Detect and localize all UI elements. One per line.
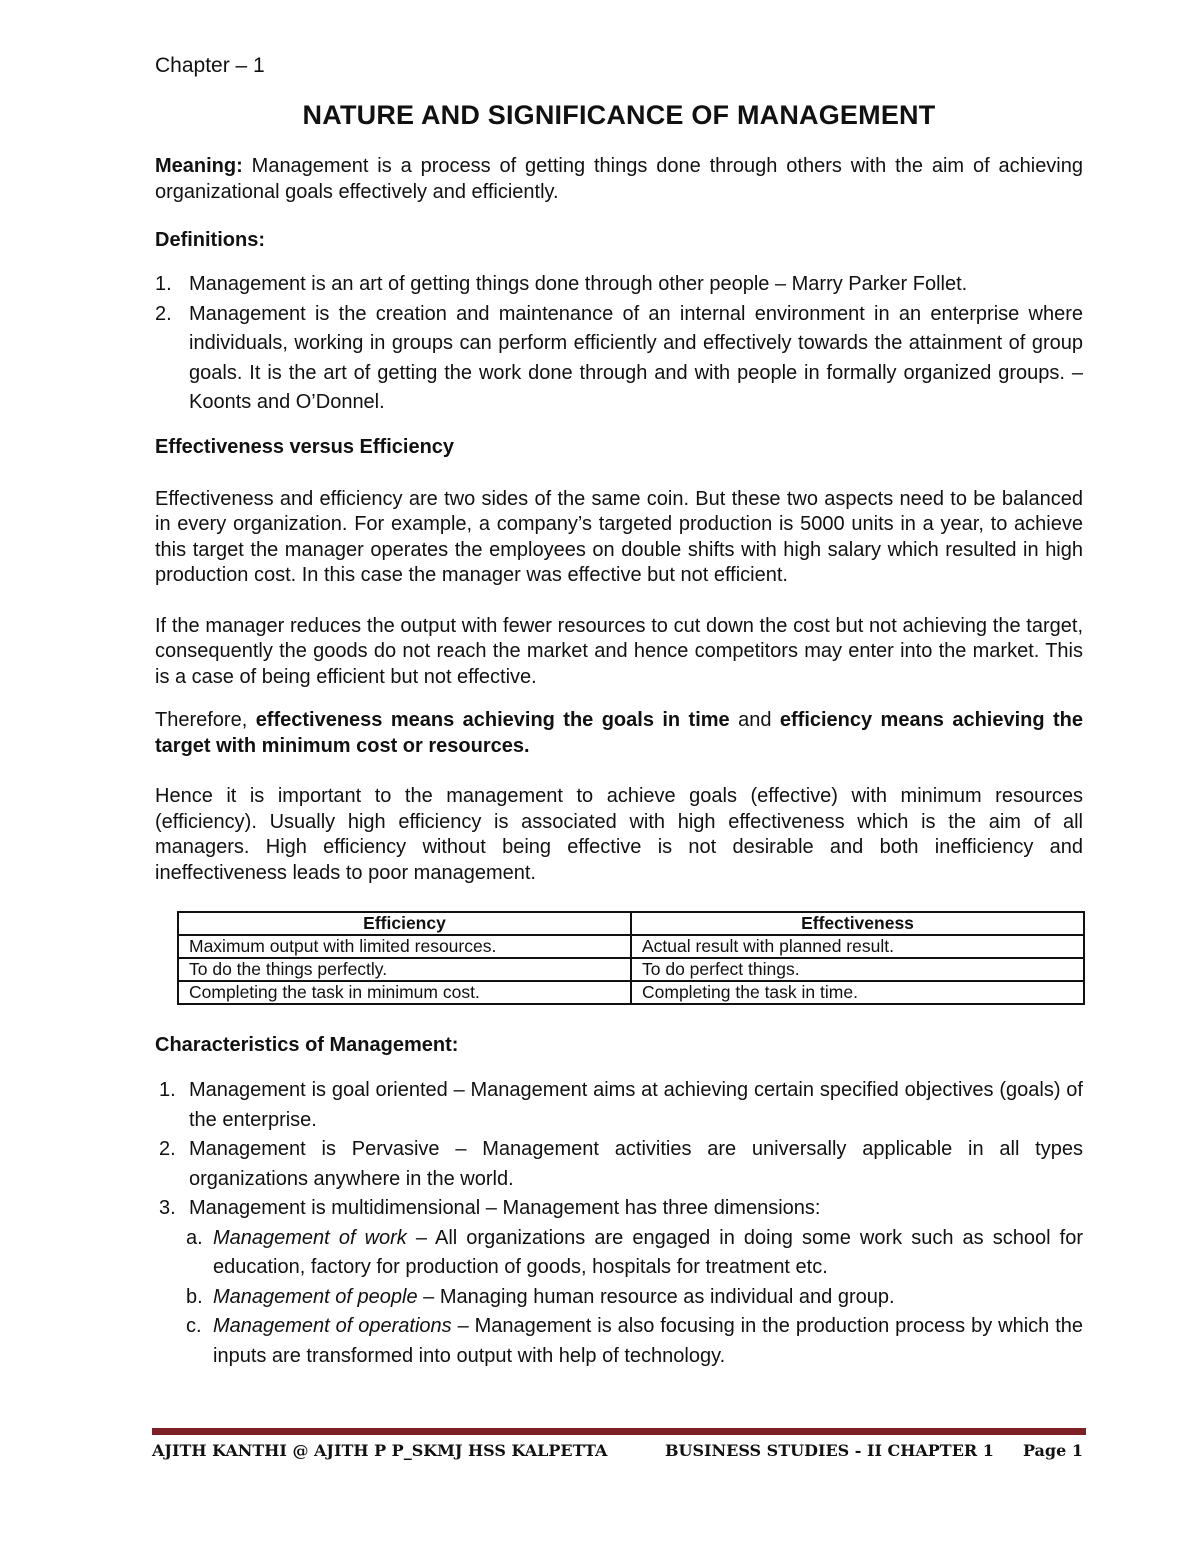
list-number: 2. [155,302,172,325]
table-header-cell: Effectiveness [631,912,1084,935]
para3-text-c: and [729,709,780,731]
footer-author: AJITH KANTHI @ AJITH P P_SKMJ HSS KALPETTA [152,1441,608,1460]
para3-bold-b: effectiveness means achieving the goals in time [255,709,730,731]
list-text: Management is an art of getting things done through other people – Marry Parker Follet. [189,273,968,295]
effectiveness-heading: Effectiveness versus Efficiency [155,435,455,458]
dimensions-list [186,1224,1083,1372]
meaning-label: Meaning: [155,155,243,177]
chapter-label: Chapter – 1 [155,54,265,77]
definitions-heading: Definitions: [155,229,265,251]
effectiveness-paragraph-1: Effectiveness and efficiency are two sides of the same coin. But these two aspects need to be balanced in every organization. For example, a company’s targeted production is 5000 units in a year, to achieve this target the manager operates the employees on double shifts with high salary which resulted in high production cost. In this case the manager was effective but not efficient. [155,487,1083,586]
list-term: Management of operations [213,1315,452,1337]
characteristics-heading: Characteristics of Management: [155,1034,459,1056]
list-text: Management is the creation and maintenance of an internal environment in an enterprise where individuals, working in groups can perform efficiently and effectively towards the attainment of group goals. It is the art of getting the work done through and with people in formally organized groups. – Koonts and O’Donnel. [189,302,1083,413]
list-number: 2. [159,1138,176,1160]
table-cell: Completing the task in minimum cost. [178,981,631,1004]
list-text: – Management is also focusing in the production process by which the inputs are transformed into output with help of technology. [213,1315,1083,1367]
list-letter: b. [186,1285,203,1308]
list-text: Management is multidimensional – Management has three dimensions: [189,1197,821,1219]
effectiveness-paragraph-2: If the manager reduces the output with fewer resources to cut down the cost but not achieving the target, consequently the goods do not reach the market and hence competitors may enter into the market. This is a case of being efficient but not effective. [155,614,1083,688]
list-item [155,1135,1083,1194]
page-title: NATURE AND SIGNIFICANCE OF MANAGEMENT [302,100,936,130]
list-item [186,1312,1083,1371]
list-item [155,1076,1083,1135]
list-text: – All organizations are engaged in doing some work such as school for education, factory for production of goods, hospitals for treatment etc. [213,1226,1083,1278]
list-term: Management of people [213,1285,418,1308]
table-cell: Actual result with planned result. [631,935,1084,958]
document-page [155,52,1083,1371]
list-item [155,300,1083,418]
meaning-paragraph [155,154,1083,205]
table-cell: Completing the task in time. [631,981,1084,1004]
list-item [155,270,1083,300]
footer-subject: BUSINESS STUDIES - II CHAPTER 1 [665,1441,994,1460]
table-row [178,958,1084,981]
list-number: 1. [159,1079,176,1101]
table-header-cell: Efficiency [178,912,631,935]
table-header-row [178,912,1084,935]
footer-page-number: Page 1 [1022,1441,1083,1460]
effectiveness-paragraph-3 [155,708,1083,759]
table-cell: To do the things perfectly. [178,958,631,981]
list-item [155,1194,1083,1224]
definitions-list [155,270,1083,418]
table-cell: Maximum output with limited resources. [178,935,631,958]
meaning-text: Management is a process of getting things done through others with the aim of achieving organizational goals effectively and efficiently. [155,155,1083,203]
list-text: Management is Pervasive – Management activities are universally applicable in all types organizations anywhere in the world. [189,1138,1083,1190]
table-cell: To do perfect things. [631,958,1084,981]
list-term: Management of work [213,1226,407,1249]
footer-divider [152,1428,1086,1435]
list-item [186,1283,1083,1313]
table-row [178,935,1084,958]
list-number: 3. [159,1197,176,1219]
list-text: – Managing human resource as individual and group. [417,1285,895,1308]
effectiveness-paragraph-4: Hence it is important to the management to achieve goals (effective) with minimum resources (efficiency). Usually high efficiency is associated with high effectiveness which is the aim of all managers. High efficiency without being effective is not desirable and both inefficiency and ineffectiveness leads to poor management. [155,785,1083,884]
table-row [178,981,1084,1004]
list-number: 1. [155,273,172,295]
list-text: Management is goal oriented – Management aims at achieving certain specified objectives (goals) of the enterprise. [189,1079,1083,1131]
para3-bold-d: efficiency means achieving the target with minimum cost or resources. [155,709,1084,757]
para3-text-a: Therefore, [155,709,256,731]
characteristics-list [155,1076,1083,1224]
comparison-table [177,911,1085,1005]
list-letter: c. [186,1315,202,1337]
list-item [186,1224,1083,1283]
list-letter: a. [186,1226,203,1249]
